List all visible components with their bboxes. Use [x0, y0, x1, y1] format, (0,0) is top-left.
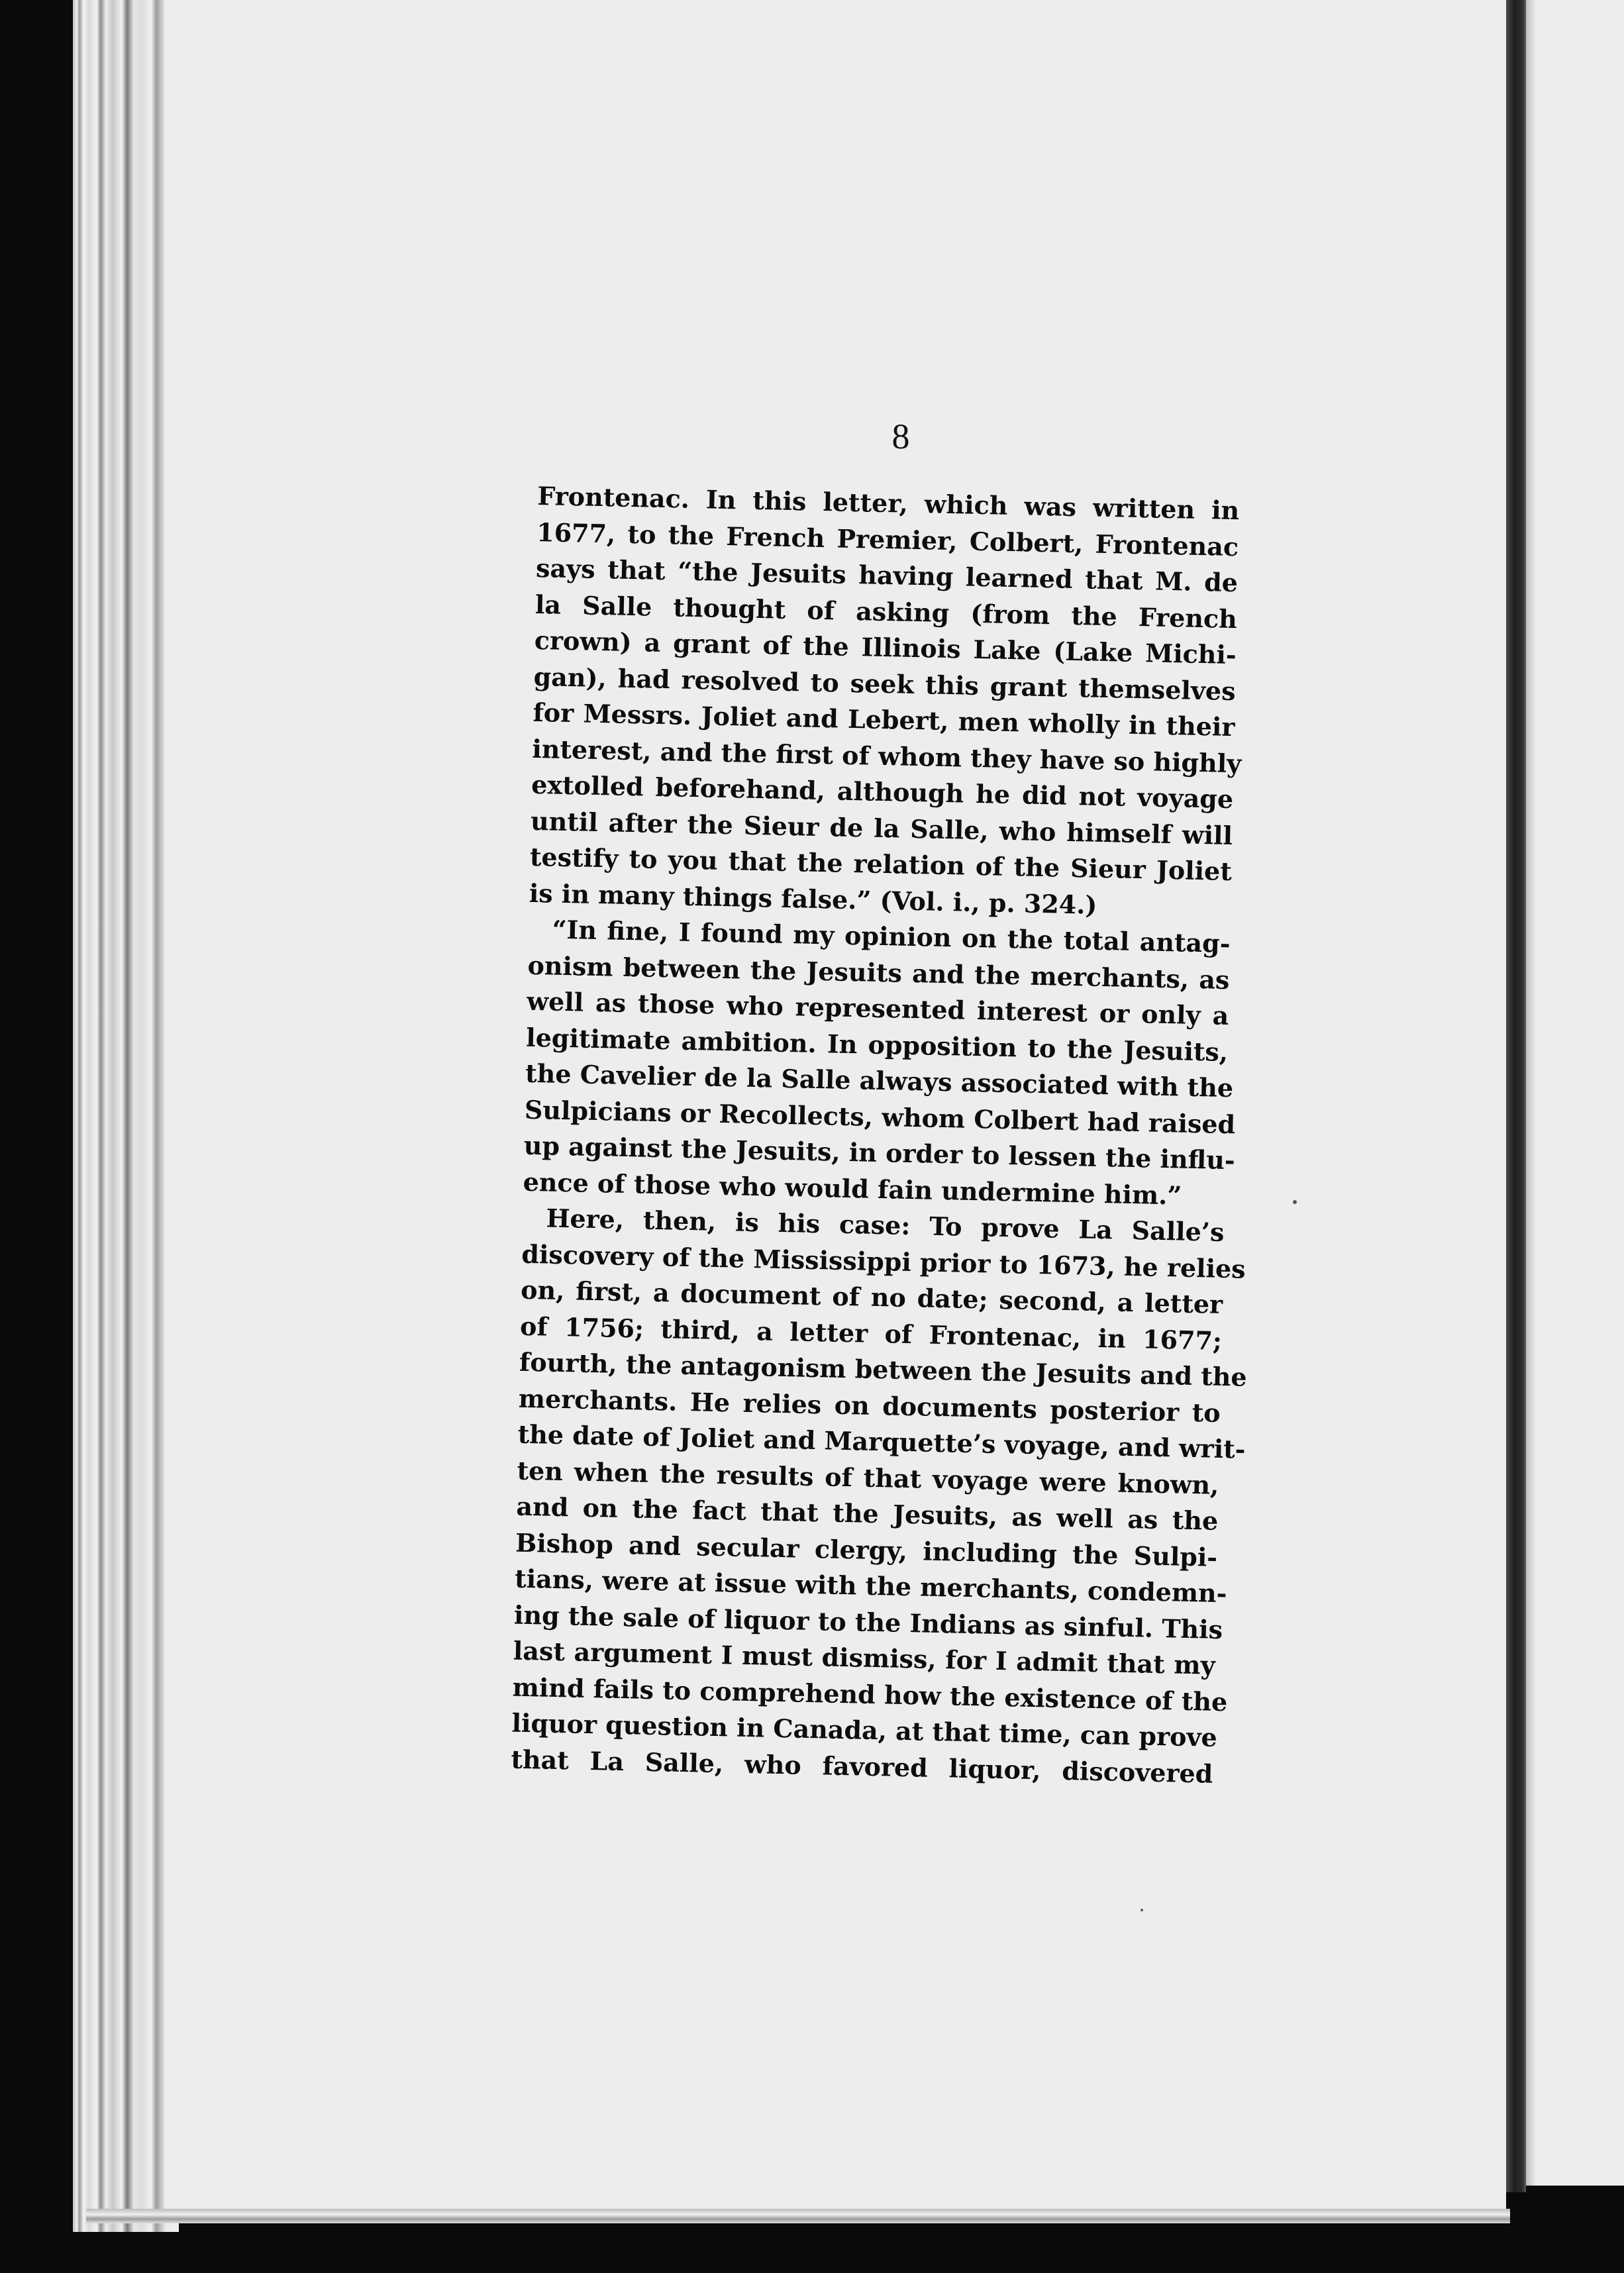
text-line: well as those who represented interest or only a	[526, 985, 1229, 1031]
text-line: mind fails to comprehend how the existence of the	[512, 1672, 1228, 1717]
text-line: liquor question in Canada, at that time, can prove	[511, 1707, 1218, 1752]
bottom-page-edge	[86, 2209, 1510, 2223]
text-line: gan), had resolved to seek this grant themselves	[533, 661, 1236, 706]
text-line: legitimate ambition. In opposition to the Jesuits,	[525, 1022, 1229, 1067]
text-line: crown) a grant of the Illinois Lake (Lake Michi-	[534, 625, 1237, 670]
gutter-shadow	[1506, 0, 1526, 2192]
text-line: says that “the Jesuits having learned that M. de	[535, 552, 1239, 598]
body-text	[511, 478, 1248, 1792]
text-line: ing the sale of liquor to the Indians as sinful. This	[513, 1599, 1223, 1644]
text-line: onism between the Jesuits and the merchants, as	[527, 950, 1230, 995]
text-line: extolled beforehand, although he did not voyage	[531, 769, 1234, 815]
page-number: 8	[891, 417, 910, 456]
text-line: ence of those who would fain undermine him.”	[523, 1166, 1182, 1211]
text-line: last argument I must dismiss, for I admit that my	[513, 1635, 1216, 1680]
left-page-edges	[73, 0, 179, 2232]
text-line: Bishop and secular clergy, including the Sulpi-	[515, 1527, 1218, 1572]
dust-speck	[1141, 1909, 1143, 1911]
text-line: of 1756; third, a letter of Frontenac, in 1677;	[519, 1311, 1223, 1356]
dust-speck	[1293, 1200, 1297, 1204]
text-line: the date of Joliet and Marquette’s voyage, and writ-	[517, 1419, 1246, 1464]
text-line: for Messrs. Joliet and Lebert, men wholly in their	[533, 697, 1235, 742]
text-line: until after the Sieur de la Salle, who himself will	[530, 805, 1233, 850]
text-line: testify to you that the relation of the Sieur Joliet	[529, 841, 1233, 887]
text-line: on, first, a document of no date; second, a letter	[520, 1274, 1223, 1319]
text-line: merchants. He relies on documents posterior to	[518, 1383, 1221, 1428]
text-line: tians, were at issue with the merchants, condemn-	[514, 1563, 1227, 1609]
text-line: “In fine, I found my opinion on the total antag-	[552, 914, 1231, 959]
text-line: Here, then, is his case: To prove La Salle’s	[546, 1203, 1225, 1247]
text-line: interest, and the first of whom they have so highly	[531, 733, 1242, 778]
text-line: the Cavelier de la Salle always associated with the	[525, 1058, 1234, 1103]
text-line: la Salle thought of asking (from the French	[534, 589, 1238, 634]
text-line: Sulpicians or Recollects, whom Colbert had raised	[524, 1094, 1236, 1139]
text-line: discovery of the Mississippi prior to 1673, he relies	[521, 1238, 1246, 1284]
text-line: 1677, to the French Premier, Colbert, Frontenac	[536, 517, 1239, 562]
text-line: and on the fact that the Jesuits, as well as the	[516, 1491, 1219, 1536]
text-line: up against the Jesuits, in order to lessen the influ-	[523, 1130, 1236, 1176]
text-line: is in many things false.” (Vol. i., p. 324.)	[529, 878, 1097, 920]
text-line: Frontenac. In this letter, which was written in	[536, 480, 1240, 526]
text-line: fourth, the antagonism between the Jesuits and the	[519, 1346, 1248, 1392]
text-line: ten when the results of that voyage were known,	[517, 1455, 1219, 1500]
text-line: that La Salle, who favored liquor, discovered	[511, 1744, 1213, 1789]
facing-page-edge	[1526, 0, 1624, 2186]
